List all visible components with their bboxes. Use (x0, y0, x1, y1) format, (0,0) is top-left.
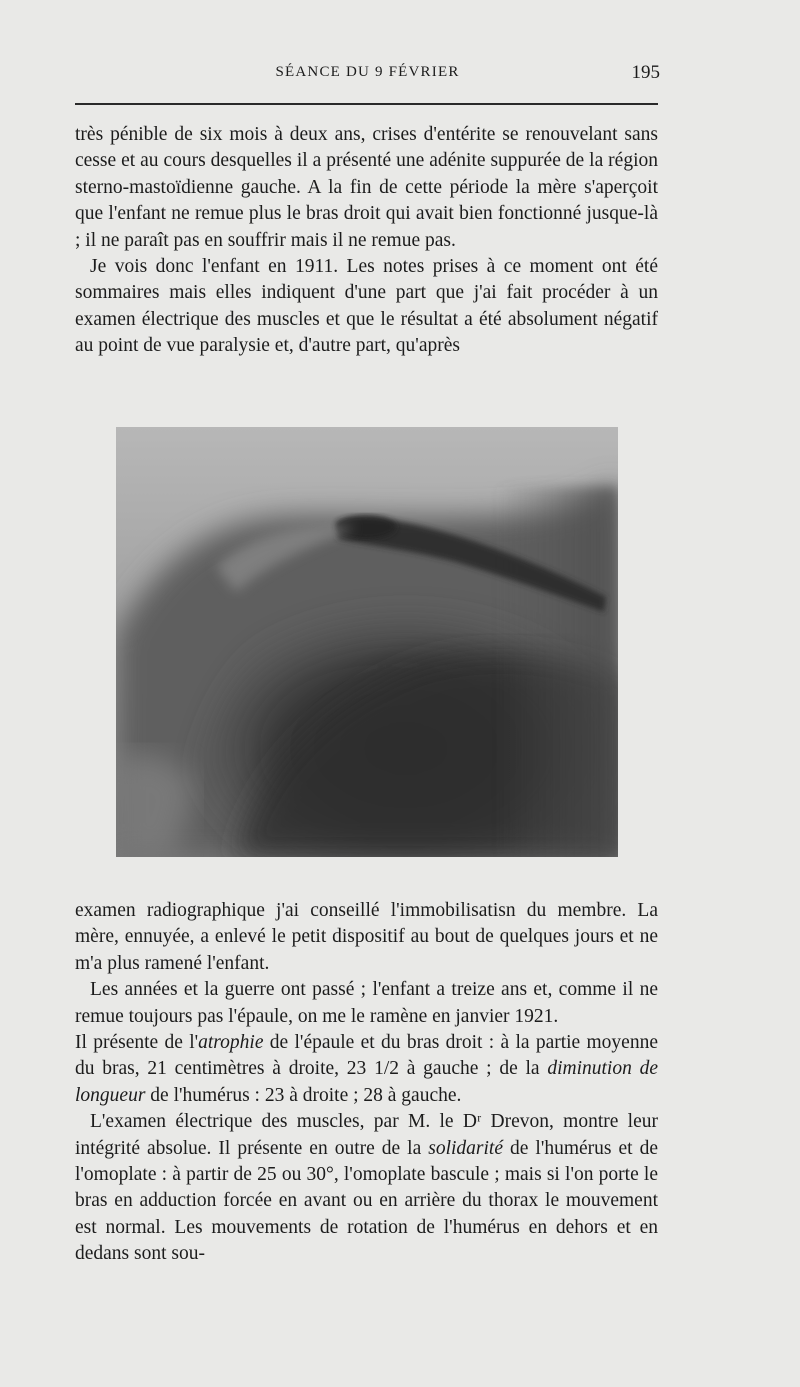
header-rule (75, 103, 658, 105)
emphasis-text: diminution de longueur (75, 1058, 658, 1106)
paragraph: très pénible de six mois à deux ans, crises d'entérite se renouvelant sans cesse et au cours desquelles il a présenté une adénite suppurée de la région sterno-mastoïdienne gauche. A la fin de cette période la mère s'aperçoit que l'enfant ne remue plus le bras droit qui avait bien fonctionné jusque-là ; il ne paraît pas en souffrir mais il ne remue pas. (75, 124, 658, 251)
text-run: Il présente de l' (75, 1032, 199, 1054)
running-title: SÉANCE DU 9 FÉVRIER (275, 64, 460, 80)
running-head (75, 60, 660, 90)
page-number: 195 (631, 62, 660, 83)
paragraph: Je vois donc l'enfant en 1911. Les notes prises à ce moment ont été sommaires mais elles indiquent d'une part que j'ai fait procéder à un examen électrique des muscles et que le résultat a été absolument négatif au point de vue paralysie et, d'autre part, qu'après (75, 256, 658, 357)
paragraph: Les années et la guerre ont passé ; l'enfant a treize ans et, comme il ne remue toujours pas l'épaule, on me le ramène en janvier 1921. (75, 979, 658, 1027)
text-run: L'examen électrique des muscles, par M. le Dʳ Drevon, montre leur intégrité absolue. Il présente en outre de la (75, 1111, 658, 1159)
paragraph: examen radiographique j'ai conseillé l'immobilisatisn du membre. La mère, ennuyée, a enlevé le petit dispositif au bout de quelques jours et ne m'a plus ramené l'enfant. (75, 900, 658, 974)
emphasis-text: atrophie (198, 1032, 264, 1054)
text-block-top (75, 122, 658, 360)
paragraph (75, 1109, 658, 1267)
text-block-bottom (75, 898, 658, 1268)
text-run: de l'humérus : 23 à droite ; 28 à gauche. (145, 1084, 462, 1106)
text-run: de l'humérus et de l'omoplate : à partir de 25 ou 30°, l'omoplate bascule ; mais si l'on porte le bras en adduction forcée en avant ou en arrière du thorax le mouvement est normal. Les mouvements de rotation de l'humérus en dehors et en dedans sont sou- (75, 1137, 658, 1265)
xray-image (116, 427, 618, 857)
emphasis-text: solidarité (428, 1137, 504, 1159)
text-run: de l'épaule et du bras droit : à la partie moyenne du bras, 21 centimètres à droite, 23 1/2 à gauche ; de la (75, 1032, 658, 1080)
paragraph (75, 1030, 658, 1109)
shoulder-radiograph-figure (116, 427, 618, 857)
